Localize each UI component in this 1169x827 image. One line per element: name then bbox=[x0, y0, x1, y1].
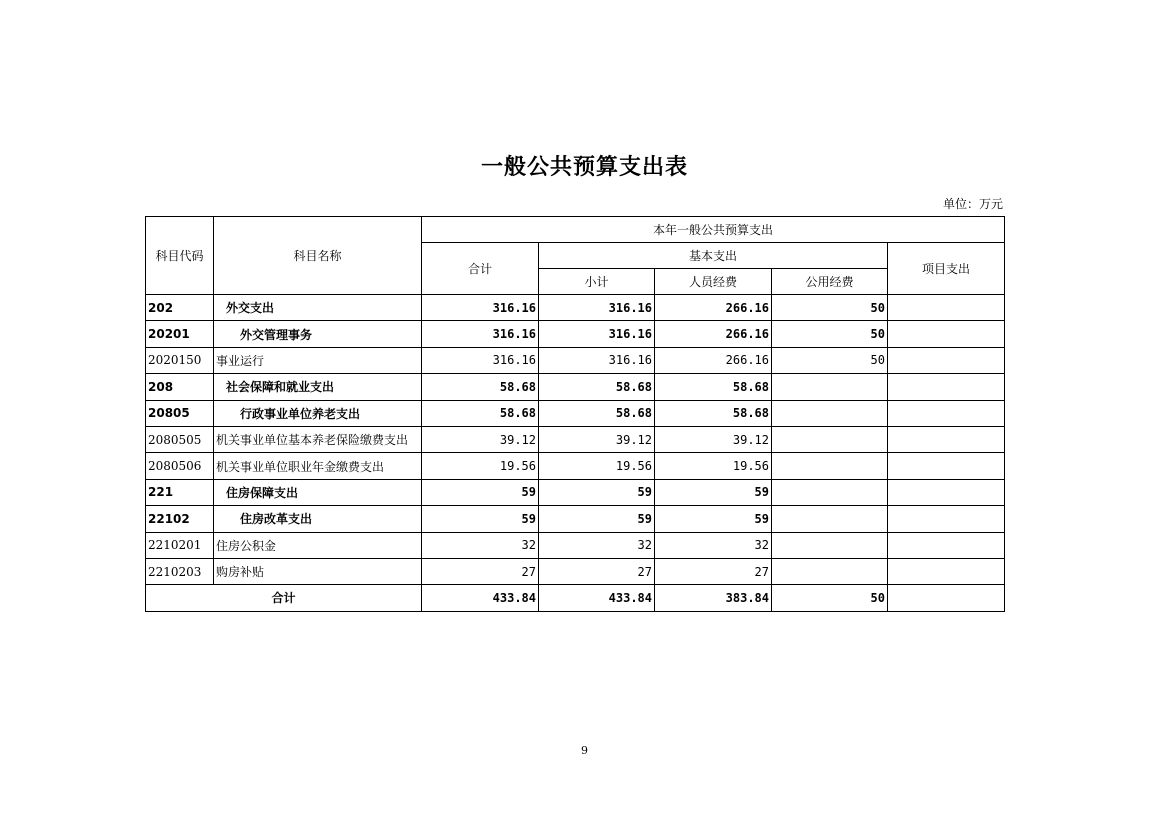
cell-project bbox=[888, 347, 1005, 373]
cell-subtotal: 59 bbox=[539, 479, 655, 505]
cell-code: 2210203 bbox=[146, 558, 214, 584]
cell-project bbox=[888, 295, 1005, 321]
cell-total: 27 bbox=[422, 558, 539, 584]
header-public: 公用经费 bbox=[772, 269, 888, 295]
header-code: 科目代码 bbox=[146, 217, 214, 295]
cell-project bbox=[888, 400, 1005, 426]
cell-public bbox=[772, 453, 888, 479]
cell-total: 58.68 bbox=[422, 400, 539, 426]
cell-code: 2080505 bbox=[146, 426, 214, 452]
total-cell-subtotal: 433.84 bbox=[539, 585, 655, 611]
table-row bbox=[146, 479, 1005, 505]
cell-personnel: 58.68 bbox=[655, 374, 772, 400]
cell-subtotal: 19.56 bbox=[539, 453, 655, 479]
cell-name: 购房补贴 bbox=[214, 558, 422, 584]
cell-subtotal: 39.12 bbox=[539, 426, 655, 452]
cell-subtotal: 27 bbox=[539, 558, 655, 584]
cell-total: 32 bbox=[422, 532, 539, 558]
table-row bbox=[146, 426, 1005, 452]
cell-personnel: 266.16 bbox=[655, 321, 772, 347]
header-project: 项目支出 bbox=[888, 243, 1005, 295]
cell-subtotal: 316.16 bbox=[539, 295, 655, 321]
cell-name: 机关事业单位职业年金缴费支出 bbox=[214, 453, 422, 479]
cell-project bbox=[888, 453, 1005, 479]
cell-project bbox=[888, 321, 1005, 347]
cell-public: 50 bbox=[772, 347, 888, 373]
table-row bbox=[146, 400, 1005, 426]
cell-total: 19.56 bbox=[422, 453, 539, 479]
table-row bbox=[146, 506, 1005, 532]
cell-personnel: 58.68 bbox=[655, 400, 772, 426]
cell-public bbox=[772, 532, 888, 558]
cell-project bbox=[888, 532, 1005, 558]
header-group: 本年一般公共预算支出 bbox=[422, 217, 1005, 243]
cell-personnel: 266.16 bbox=[655, 347, 772, 373]
cell-public bbox=[772, 426, 888, 452]
cell-name: 住房保障支出 bbox=[214, 479, 422, 505]
cell-subtotal: 59 bbox=[539, 506, 655, 532]
cell-name: 社会保障和就业支出 bbox=[214, 374, 422, 400]
budget-table bbox=[145, 216, 1005, 612]
cell-code: 20805 bbox=[146, 400, 214, 426]
cell-total: 316.16 bbox=[422, 347, 539, 373]
cell-total: 39.12 bbox=[422, 426, 539, 452]
cell-personnel: 39.12 bbox=[655, 426, 772, 452]
cell-project bbox=[888, 479, 1005, 505]
cell-personnel: 32 bbox=[655, 532, 772, 558]
cell-public: 50 bbox=[772, 321, 888, 347]
cell-project bbox=[888, 374, 1005, 400]
cell-subtotal: 58.68 bbox=[539, 374, 655, 400]
cell-name: 行政事业单位养老支出 bbox=[214, 400, 422, 426]
cell-project bbox=[888, 558, 1005, 584]
cell-personnel: 266.16 bbox=[655, 295, 772, 321]
total-cell-total: 433.84 bbox=[422, 585, 539, 611]
cell-public: 50 bbox=[772, 295, 888, 321]
table-body bbox=[146, 295, 1005, 585]
table-row bbox=[146, 453, 1005, 479]
cell-total: 316.16 bbox=[422, 321, 539, 347]
cell-personnel: 19.56 bbox=[655, 453, 772, 479]
cell-name: 外交支出 bbox=[214, 295, 422, 321]
cell-code: 202 bbox=[146, 295, 214, 321]
total-label: 合计 bbox=[146, 585, 422, 611]
total-cell-project bbox=[888, 585, 1005, 611]
cell-subtotal: 316.16 bbox=[539, 347, 655, 373]
header-subtotal: 小计 bbox=[539, 269, 655, 295]
cell-code: 20201 bbox=[146, 321, 214, 347]
cell-public bbox=[772, 506, 888, 532]
cell-public bbox=[772, 558, 888, 584]
cell-subtotal: 316.16 bbox=[539, 321, 655, 347]
table-row bbox=[146, 347, 1005, 373]
cell-public bbox=[772, 479, 888, 505]
cell-public bbox=[772, 400, 888, 426]
table-row bbox=[146, 321, 1005, 347]
cell-code: 221 bbox=[146, 479, 214, 505]
table-row bbox=[146, 532, 1005, 558]
header-total: 合计 bbox=[422, 243, 539, 295]
page-title: 一般公共预算支出表 bbox=[480, 155, 688, 180]
cell-subtotal: 58.68 bbox=[539, 400, 655, 426]
cell-total: 59 bbox=[422, 506, 539, 532]
cell-total: 316.16 bbox=[422, 295, 539, 321]
cell-name: 机关事业单位基本养老保险缴费支出 bbox=[214, 426, 422, 452]
cell-name: 住房改革支出 bbox=[214, 506, 422, 532]
header-basic: 基本支出 bbox=[539, 243, 888, 269]
header-name: 科目名称 bbox=[214, 217, 422, 295]
table-row bbox=[146, 558, 1005, 584]
header-personnel: 人员经费 bbox=[655, 269, 772, 295]
cell-personnel: 27 bbox=[655, 558, 772, 584]
cell-name: 外交管理事务 bbox=[214, 321, 422, 347]
unit-label: 单位：万元 bbox=[942, 197, 1003, 211]
cell-total: 58.68 bbox=[422, 374, 539, 400]
cell-public bbox=[772, 374, 888, 400]
cell-name: 事业运行 bbox=[214, 347, 422, 373]
cell-name: 住房公积金 bbox=[214, 532, 422, 558]
cell-total: 59 bbox=[422, 479, 539, 505]
cell-personnel: 59 bbox=[655, 479, 772, 505]
total-cell-personnel: 383.84 bbox=[655, 585, 772, 611]
page-number: 9 bbox=[581, 744, 588, 757]
total-row bbox=[146, 585, 1005, 611]
cell-subtotal: 32 bbox=[539, 532, 655, 558]
table-row bbox=[146, 295, 1005, 321]
cell-personnel: 59 bbox=[655, 506, 772, 532]
cell-code: 2210201 bbox=[146, 532, 214, 558]
cell-code: 2080506 bbox=[146, 453, 214, 479]
cell-code: 2020150 bbox=[146, 347, 214, 373]
cell-code: 22102 bbox=[146, 506, 214, 532]
cell-code: 208 bbox=[146, 374, 214, 400]
cell-project bbox=[888, 426, 1005, 452]
total-cell-public: 50 bbox=[772, 585, 888, 611]
table-row bbox=[146, 374, 1005, 400]
cell-project bbox=[888, 506, 1005, 532]
